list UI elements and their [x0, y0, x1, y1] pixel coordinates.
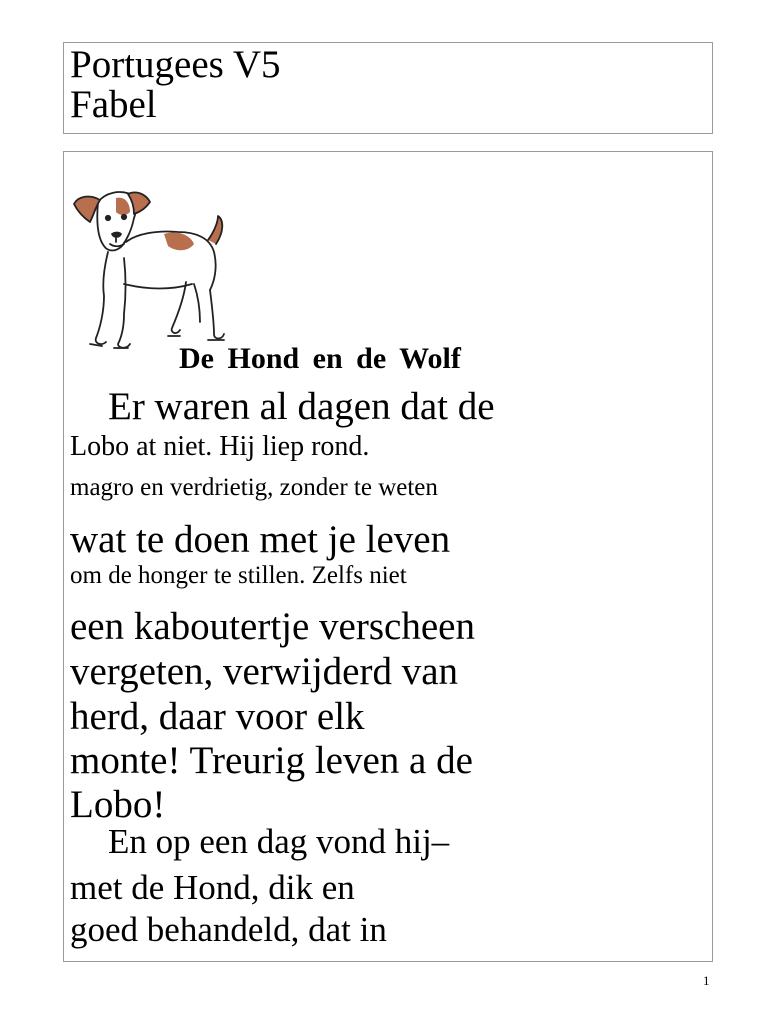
document-subtitle: Fabel: [70, 83, 157, 126]
header-box: [63, 42, 713, 134]
story-line: monte! Treurig leven a de: [70, 739, 473, 782]
document-title: Portugees V5: [70, 43, 281, 86]
story-line: wat te doen met je leven: [70, 518, 451, 561]
page-number: 1: [703, 973, 710, 988]
content-box: [63, 151, 713, 962]
story-line: met de Hond, dik en: [70, 868, 355, 907]
story-line: goed behandeld, dat in: [70, 910, 387, 949]
story-line: magro en verdrietig, zonder te weten: [70, 474, 438, 501]
story-line: om de honger te stillen. Zelfs niet: [70, 562, 407, 589]
story-title: De Hond en de Wolf: [179, 342, 461, 375]
story-line: Lobo at niet. Hij liep rond.: [70, 431, 370, 462]
story-line: een kaboutertje verscheen: [70, 605, 475, 648]
story-line: Er waren al dagen dat de: [108, 385, 495, 428]
story-line: En op een dag vond hij–: [108, 822, 450, 861]
story-line: herd, daar voor elk: [70, 695, 365, 738]
story-line: vergeten, verwijderd van: [70, 650, 459, 693]
story-line: Lobo!: [70, 783, 166, 826]
dog-illustration-icon: [68, 172, 228, 352]
